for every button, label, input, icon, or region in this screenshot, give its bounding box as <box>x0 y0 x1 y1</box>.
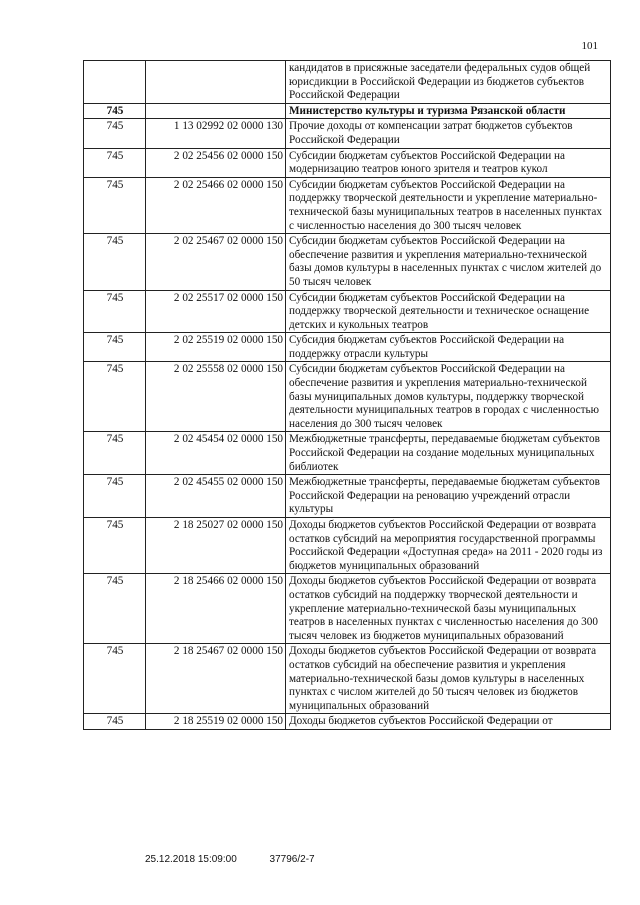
table-row <box>84 148 611 177</box>
admin-code-cell: 745 <box>84 362 146 432</box>
table-row <box>84 644 611 714</box>
table-row <box>84 714 611 730</box>
admin-code-cell: 745 <box>84 290 146 333</box>
revenue-name-cell: Субсидии бюджетам субъектов Российской Федерации на модернизацию театров юного зрителя и театров кукол <box>286 148 611 177</box>
revenue-name-cell: Министерство культуры и туризма Рязанской области <box>286 103 611 119</box>
table-row <box>84 290 611 333</box>
admin-code-cell: 745 <box>84 148 146 177</box>
table-row <box>84 574 611 644</box>
revenue-code-cell <box>146 61 286 104</box>
table-row <box>84 432 611 475</box>
footer-datetime: 25.12.2018 15:09:00 <box>145 854 237 865</box>
revenue-code-cell: 2 02 25517 02 0000 150 <box>146 290 286 333</box>
revenue-code-cell: 2 18 25467 02 0000 150 <box>146 644 286 714</box>
revenue-code-cell: 2 18 25466 02 0000 150 <box>146 574 286 644</box>
table-row <box>84 103 611 119</box>
admin-code-cell: 745 <box>84 119 146 148</box>
revenue-codes-table <box>83 60 611 730</box>
table-row <box>84 333 611 362</box>
revenue-code-cell: 2 02 25456 02 0000 150 <box>146 148 286 177</box>
table-row <box>84 475 611 518</box>
admin-code-cell: 745 <box>84 103 146 119</box>
revenue-code-cell: 2 02 25519 02 0000 150 <box>146 333 286 362</box>
revenue-code-cell: 2 02 45454 02 0000 150 <box>146 432 286 475</box>
admin-code-cell: 745 <box>84 333 146 362</box>
table-row <box>84 119 611 148</box>
admin-code-cell: 745 <box>84 644 146 714</box>
admin-code-cell: 745 <box>84 177 146 233</box>
revenue-code-cell: 1 13 02992 02 0000 130 <box>146 119 286 148</box>
revenue-name-cell: Доходы бюджетов субъектов Российской Федерации от возврата остатков субсидий на мероприятия государственной программы Российской Федерации «Доступная среда» на 2011 - 2020 годы из бюджетов муниципальных образований <box>286 518 611 574</box>
admin-code-cell: 745 <box>84 574 146 644</box>
revenue-code-cell: 2 18 25519 02 0000 150 <box>146 714 286 730</box>
admin-code-cell: 745 <box>84 714 146 730</box>
table-row <box>84 177 611 233</box>
revenue-name-cell: Субсидии бюджетам субъектов Российской Федерации на обеспечение развития и укрепления материально-технической базы муниципальных домов культуры, поддержку творческой деятельности муниципальных театров в городах с численностью населения до 300 тысяч человек <box>286 362 611 432</box>
revenue-code-cell <box>146 103 286 119</box>
revenue-code-cell: 2 02 25467 02 0000 150 <box>146 234 286 290</box>
table-row <box>84 362 611 432</box>
footer <box>145 854 345 865</box>
footer-doc-id: 37796/2-7 <box>269 854 315 865</box>
revenue-name-cell: Субсидии бюджетам субъектов Российской Федерации на обеспечение развития и укрепления материально-технической базы домов культуры в населенных пунктах с числом жителей до 50 тысяч человек <box>286 234 611 290</box>
revenue-code-cell: 2 02 25558 02 0000 150 <box>146 362 286 432</box>
revenue-name-cell: Субсидии бюджетам субъектов Российской Федерации на поддержку творческой деятельности и техническое оснащение детских и кукольных театров <box>286 290 611 333</box>
table-row <box>84 234 611 290</box>
revenue-name-cell: Доходы бюджетов субъектов Российской Федерации от возврата остатков субсидий на поддержку творческой деятельности и укрепление материально-технической базы муниципальных театров в населенных пунктах с численностью населения до 300 тысяч человек из бюджетов муниципальных образований <box>286 574 611 644</box>
admin-code-cell: 745 <box>84 518 146 574</box>
admin-code-cell <box>84 61 146 104</box>
revenue-name-cell: Прочие доходы от компенсации затрат бюджетов субъектов Российской Федерации <box>286 119 611 148</box>
revenue-code-cell: 2 18 25027 02 0000 150 <box>146 518 286 574</box>
page-number: 101 <box>581 40 598 52</box>
revenue-name-cell: Доходы бюджетов субъектов Российской Федерации от <box>286 714 611 730</box>
revenue-name-cell: Межбюджетные трансферты, передаваемые бюджетам субъектов Российской Федерации на создание модельных муниципальных библиотек <box>286 432 611 475</box>
admin-code-cell: 745 <box>84 432 146 475</box>
revenue-code-cell: 2 02 45455 02 0000 150 <box>146 475 286 518</box>
revenue-name-cell: Субсидии бюджетам субъектов Российской Федерации на поддержку творческой деятельности и укрепление материально-технической базы муниципальных театров в населенных пунктах с численностью населения до 300 тысяч человек <box>286 177 611 233</box>
revenue-name-cell: Субсидия бюджетам субъектов Российской Федерации на поддержку отрасли культуры <box>286 333 611 362</box>
revenue-name-cell: Межбюджетные трансферты, передаваемые бюджетам субъектов Российской Федерации на реновацию учреждений отрасли культуры <box>286 475 611 518</box>
revenue-name-cell: кандидатов в присяжные заседатели федеральных судов общей юрисдикции в Российской Федерации из бюджетов субъектов Российской Федерации <box>286 61 611 104</box>
table-body <box>84 61 611 730</box>
table-row <box>84 61 611 104</box>
admin-code-cell: 745 <box>84 475 146 518</box>
revenue-name-cell: Доходы бюджетов субъектов Российской Федерации от возврата остатков субсидий на обеспечение развития и укрепления материально-технической базы домов культуры в населенных пунктах с числом жителей до 50 тысяч человек из бюджетов муниципальных образований <box>286 644 611 714</box>
admin-code-cell: 745 <box>84 234 146 290</box>
table-row <box>84 518 611 574</box>
revenue-code-cell: 2 02 25466 02 0000 150 <box>146 177 286 233</box>
